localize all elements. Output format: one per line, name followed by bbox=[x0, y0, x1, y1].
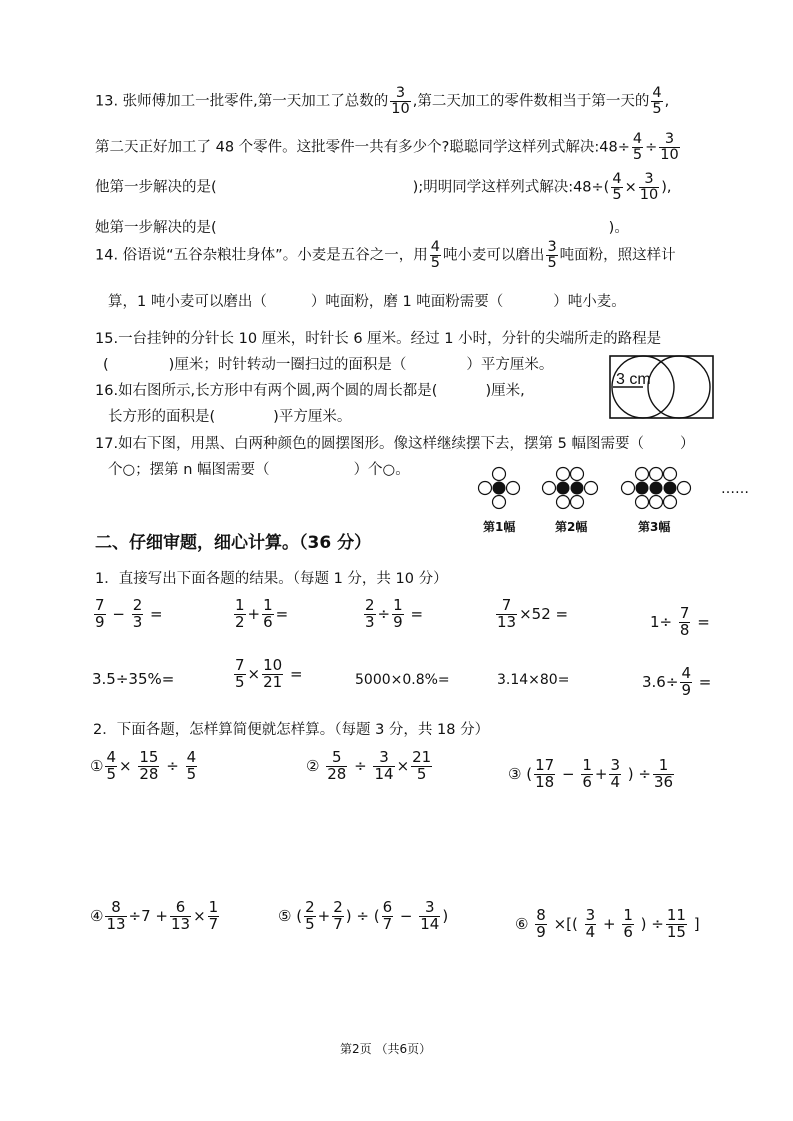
oral-calc-9: 3.14×80= bbox=[497, 672, 570, 688]
fraction: $\frac{4}{5}$ bbox=[652, 85, 662, 118]
fraction: $\frac{7}{5}$ bbox=[235, 656, 245, 691]
fraction: $\frac{1}{7}$ bbox=[208, 898, 219, 933]
q17-line1: 17.如右下图，用黑、白两种颜色的圆摆图形。像这样继续摆下去，摆第 5 幅图需要（ ） bbox=[95, 436, 695, 452]
q14-line2: 算，1 吨小麦可以磨出（ ）吨面粉，磨 1 吨面粉需要（ ）吨小麦。 bbox=[108, 294, 626, 310]
oral-calc-6: 3.5÷35%= bbox=[92, 670, 175, 688]
calc-1: ① $\frac{4}{5}$ × $\frac{15}{28}$ ÷ $\frac{4}{5}$ bbox=[90, 748, 197, 783]
oral-calc-3: $\frac{2}{3}$ ÷ $\frac{1}{9}$ = bbox=[365, 596, 424, 631]
fraction: $\frac{3}{10}$ bbox=[660, 131, 679, 164]
figure-label-2: 第2幅 bbox=[555, 520, 588, 534]
radius-label: 3 cm bbox=[616, 371, 651, 388]
fraction: $\frac{4}{5}$ bbox=[632, 131, 643, 164]
page-number: 第2页 （共6页） bbox=[340, 1042, 432, 1056]
fraction: $\frac{3}{10}$ bbox=[639, 171, 659, 204]
q14-line1: 14. 俗语说“五谷杂粮壮身体”。小麦是五谷之一，用 $\frac{4}{5}$ 吨小麦可以磨出 $\frac{3}{5}$ 吨面粉，照这样计 bbox=[95, 239, 676, 272]
fraction: $\frac{3}{10}$ bbox=[391, 85, 410, 118]
fraction: $\frac{2}{7}$ bbox=[333, 898, 343, 933]
q16-line2: 长方形的面积是( )平方厘米。 bbox=[108, 409, 352, 425]
fraction: $\frac{4}{9}$ bbox=[681, 664, 691, 699]
fraction: $\frac{4}{5}$ bbox=[612, 171, 622, 204]
circled-number: ② bbox=[306, 756, 320, 775]
fraction: $\frac{8}{9}$ bbox=[536, 906, 546, 941]
calc-3: ③ ( $\frac{17}{18}$ − $\frac{1}{6}$ + $\frac{3}{4}$ ) ÷ $\frac{1}{36}$ bbox=[508, 756, 674, 791]
fraction: $\frac{7}{9}$ bbox=[95, 596, 105, 631]
svg-text:……: …… bbox=[721, 481, 749, 497]
fraction: $\frac{2}{3}$ bbox=[132, 596, 143, 631]
q15-line2: ( )厘米；时针转动一圈扫过的面积是（ ）平方厘米。 bbox=[103, 357, 554, 373]
fraction: $\frac{8}{13}$ bbox=[106, 898, 126, 933]
circled-number: ⑤ bbox=[278, 906, 292, 925]
calc-4: ④ $\frac{8}{13}$ ÷7 + $\frac{6}{13}$ × $\frac{1}{7}$ bbox=[90, 898, 219, 933]
fraction: $\frac{1}{9}$ bbox=[393, 596, 403, 631]
circle-pattern-figure bbox=[475, 465, 765, 543]
subsection-1-title: 1．直接写出下面各题的结果。（每题 1 分，共 10 分） bbox=[95, 571, 448, 587]
fraction: $\frac{1}{36}$ bbox=[654, 756, 674, 791]
oral-calc-5: 1÷ $\frac{7}{8}$ = bbox=[650, 604, 710, 639]
q13-line3: 他第一步解决的是( );明明同学这样列式解决:48÷( $\frac{4}{5}$ × $\frac{3}{10}$ ), bbox=[95, 171, 672, 204]
fraction: $\frac{17}{18}$ bbox=[535, 756, 555, 791]
fraction: $\frac{4}{5}$ bbox=[186, 748, 197, 783]
fraction: $\frac{3}{14}$ bbox=[420, 898, 440, 933]
fraction: $\frac{7}{13}$ bbox=[497, 596, 517, 631]
fraction: $\frac{1}{6}$ bbox=[582, 756, 592, 791]
fraction: $\frac{1}{6}$ bbox=[623, 906, 633, 941]
section-title: 二、仔细审题，细心计算。（36 分） bbox=[95, 533, 372, 553]
oral-calc-8: 5000×0.8%= bbox=[355, 672, 450, 688]
calc-5: ⑤ ( $\frac{2}{5}$ + $\frac{2}{7}$ ) ÷ ( $\frac{6}{7}$ − $\frac{3}{14}$ ) bbox=[278, 898, 449, 933]
fraction: $\frac{3}{4}$ bbox=[610, 756, 620, 791]
fraction: $\frac{1}{6}$ bbox=[263, 596, 273, 631]
fraction: $\frac{15}{28}$ bbox=[139, 748, 159, 783]
fraction: $\frac{11}{15}$ bbox=[666, 906, 686, 941]
fraction: $\frac{2}{5}$ bbox=[305, 898, 315, 933]
fraction: $\frac{4}{5}$ bbox=[106, 748, 116, 783]
oral-calc-10: 3.6÷ $\frac{4}{9}$ = bbox=[642, 664, 712, 699]
oral-calc-1: $\frac{7}{9}$ − $\frac{2}{3}$ = bbox=[95, 596, 163, 631]
q13-number: 13. bbox=[95, 93, 119, 110]
q13-line4: 她第一步解决的是( )。 bbox=[95, 220, 629, 236]
fraction: $\frac{3}{5}$ bbox=[547, 239, 557, 272]
q17-line2: 个○；摆第 n 幅图需要（ ）个○。 bbox=[108, 462, 410, 478]
fraction: $\frac{5}{28}$ bbox=[327, 748, 347, 783]
circled-number: ① bbox=[90, 756, 104, 775]
oral-calc-4: $\frac{7}{13}$ ×52 = bbox=[497, 596, 569, 631]
fraction: $\frac{7}{8}$ bbox=[679, 604, 690, 639]
fraction: $\frac{3}{4}$ bbox=[585, 906, 596, 941]
fraction: $\frac{3}{14}$ bbox=[374, 748, 394, 783]
q13-line2: 第二天正好加工了 48 个零件。这批零件一共有多少个?聪聪同学这样列式解决:48÷ $\frac{4}{5}$ ÷ $\frac{3}{10}$ bbox=[95, 131, 679, 164]
subsection-2-title: 2．下面各题，怎样算简便就怎样算。（每题 3 分，共 18 分） bbox=[93, 722, 490, 738]
circled-number: ③ bbox=[508, 764, 522, 783]
rectangle-two-circles-figure bbox=[608, 354, 716, 420]
q15-line1: 15.一台挂钟的分针长 10 厘米，时针长 6 厘米。经过 1 小时，分针的尖端所走的路程是 bbox=[95, 331, 662, 347]
q16-line1: 16.如右图所示,长方形中有两个圆,两个圆的周长都是( )厘米, bbox=[95, 383, 525, 399]
fraction: $\frac{1}{2}$ bbox=[235, 596, 245, 631]
calc-2: ② $\frac{5}{28}$ ÷ $\frac{3}{14}$ × $\frac{21}{5}$ bbox=[306, 748, 432, 783]
fraction: $\frac{10}{21}$ bbox=[263, 656, 283, 691]
fraction: $\frac{6}{7}$ bbox=[382, 898, 393, 933]
figure-label-1: 第1幅 bbox=[483, 520, 516, 534]
fraction: $\frac{2}{3}$ bbox=[365, 596, 375, 631]
fraction: $\frac{21}{5}$ bbox=[412, 748, 432, 783]
calc-6: ⑥ $\frac{8}{9}$ ×[( $\frac{3}{4}$ + $\frac{1}{6}$ ) ÷ $\frac{11}{15}$ ] bbox=[515, 906, 700, 941]
q13-line1: 13. 张师傅加工一批零件,第一天加工了总数的 $\frac{3}{10}$ ,第二天加工的零件数相当于第一天的 $\frac{4}{5}$ , bbox=[95, 85, 670, 118]
oral-calc-7: $\frac{7}{5}$ × $\frac{10}{21}$ = bbox=[235, 656, 303, 691]
circled-number: ⑥ bbox=[515, 914, 529, 933]
circled-number: ④ bbox=[90, 906, 104, 925]
figure-label-3: 第3幅 bbox=[638, 520, 671, 534]
fraction: $\frac{6}{13}$ bbox=[171, 898, 191, 933]
oral-calc-2: $\frac{1}{2}$ + $\frac{1}{6}$ = bbox=[235, 596, 289, 631]
fraction: $\frac{4}{5}$ bbox=[430, 239, 440, 272]
